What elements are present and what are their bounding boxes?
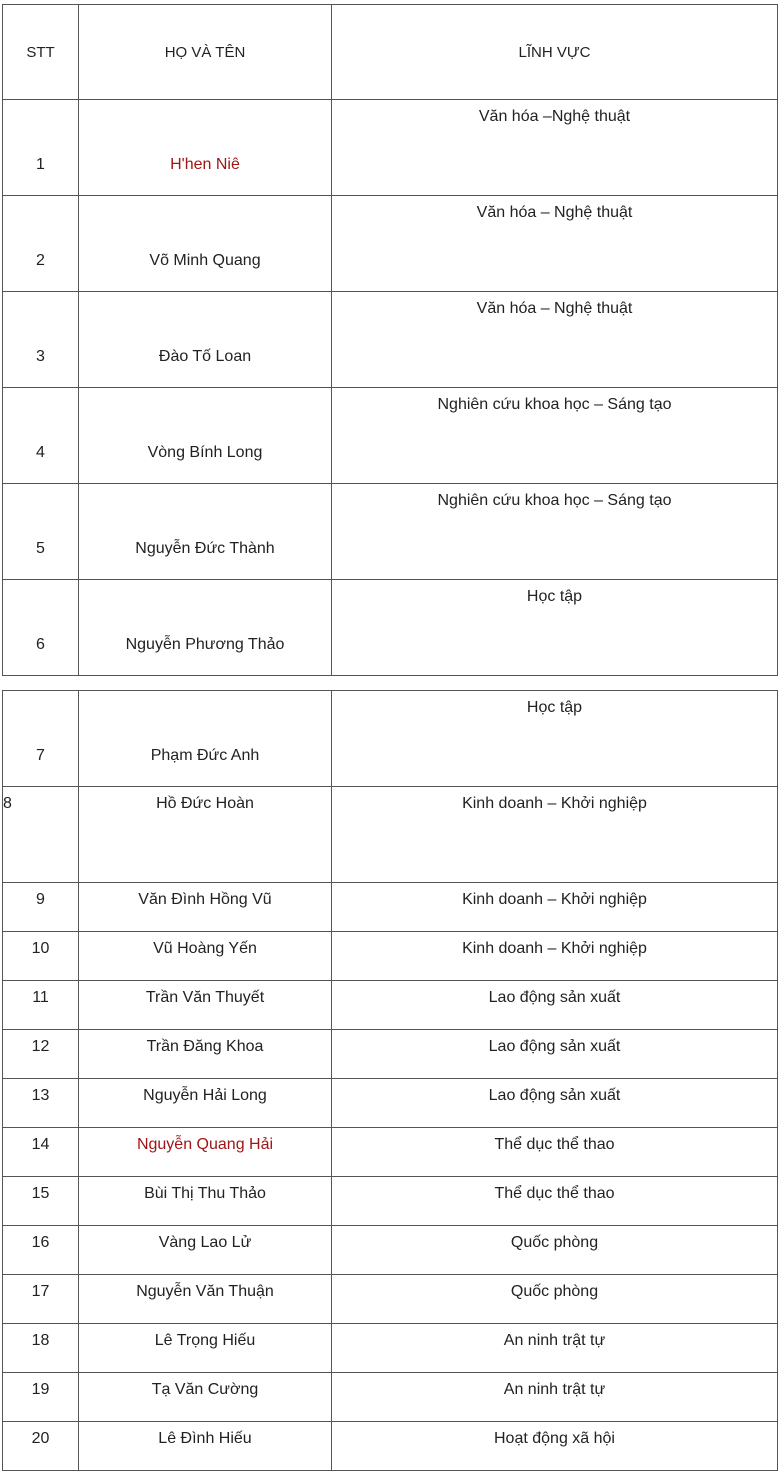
table-row — [3, 1226, 778, 1275]
row-name: Phạm Đức Anh — [79, 691, 332, 787]
header-stt: STT — [3, 5, 79, 100]
table-row — [3, 932, 778, 981]
table-row — [3, 691, 778, 787]
row-field: Kinh doanh – Khởi nghiệp — [332, 932, 778, 981]
table-row — [3, 1275, 778, 1324]
row-stt: 6 — [3, 580, 79, 676]
table-row — [3, 100, 778, 196]
table-row — [3, 484, 778, 580]
row-stt: 10 — [3, 932, 79, 981]
row-field: Hoạt động xã hội — [332, 1422, 778, 1471]
row-name: Trần Đăng Khoa — [79, 1030, 332, 1079]
row-field: Văn hóa –Nghệ thuật — [332, 100, 778, 196]
row-field: Học tập — [332, 691, 778, 787]
table-row — [3, 388, 778, 484]
row-name: Lê Đình Hiếu — [79, 1422, 332, 1471]
row-name: Nguyễn Đức Thành — [79, 484, 332, 580]
row-stt: 9 — [3, 883, 79, 932]
row-stt: 8 — [3, 787, 79, 883]
row-field: Thể dục thể thao — [332, 1177, 778, 1226]
row-name: Vòng Bính Long — [79, 388, 332, 484]
awardees-table-part-1 — [2, 4, 778, 676]
row-field: Học tập — [332, 580, 778, 676]
row-field: Lao động sản xuất — [332, 1079, 778, 1128]
row-field: An ninh trật tự — [332, 1324, 778, 1373]
row-field: Lao động sản xuất — [332, 1030, 778, 1079]
row-name: Văn Đình Hồng Vũ — [79, 883, 332, 932]
row-name: Nguyễn Quang Hải — [79, 1128, 332, 1177]
row-name: H'hen Niê — [79, 100, 332, 196]
row-stt: 7 — [3, 691, 79, 787]
table-row — [3, 1079, 778, 1128]
row-field: Nghiên cứu khoa học – Sáng tạo — [332, 484, 778, 580]
row-stt: 13 — [3, 1079, 79, 1128]
row-field: An ninh trật tự — [332, 1373, 778, 1422]
row-stt: 16 — [3, 1226, 79, 1275]
row-name: Hồ Đức Hoàn — [79, 787, 332, 883]
row-stt: 4 — [3, 388, 79, 484]
row-stt: 15 — [3, 1177, 79, 1226]
row-field: Kinh doanh – Khởi nghiệp — [332, 883, 778, 932]
table-row — [3, 981, 778, 1030]
row-stt: 11 — [3, 981, 79, 1030]
awardees-table-part-2 — [2, 690, 778, 1471]
table-row — [3, 292, 778, 388]
row-name: Vàng Lao Lử — [79, 1226, 332, 1275]
row-name: Bùi Thị Thu Thảo — [79, 1177, 332, 1226]
table-row — [3, 580, 778, 676]
row-field: Thể dục thể thao — [332, 1128, 778, 1177]
row-stt: 14 — [3, 1128, 79, 1177]
table-row — [3, 1128, 778, 1177]
row-name: Tạ Văn Cường — [79, 1373, 332, 1422]
table-row — [3, 1324, 778, 1373]
row-stt: 5 — [3, 484, 79, 580]
header-field: LĨNH VỰC — [332, 5, 778, 100]
table-row — [3, 1030, 778, 1079]
row-stt: 1 — [3, 100, 79, 196]
row-stt: 12 — [3, 1030, 79, 1079]
row-name: Đào Tố Loan — [79, 292, 332, 388]
table-row — [3, 883, 778, 932]
row-stt: 20 — [3, 1422, 79, 1471]
row-name: Võ Minh Quang — [79, 196, 332, 292]
header-name: HỌ VÀ TÊN — [79, 5, 332, 100]
row-stt: 2 — [3, 196, 79, 292]
row-stt: 19 — [3, 1373, 79, 1422]
row-stt: 18 — [3, 1324, 79, 1373]
row-field: Văn hóa – Nghệ thuật — [332, 292, 778, 388]
row-name: Nguyễn Văn Thuận — [79, 1275, 332, 1324]
row-field: Nghiên cứu khoa học – Sáng tạo — [332, 388, 778, 484]
table-row — [3, 1422, 778, 1471]
row-name: Nguyễn Hải Long — [79, 1079, 332, 1128]
row-stt: 3 — [3, 292, 79, 388]
table-row — [3, 787, 778, 883]
row-field: Kinh doanh – Khởi nghiệp — [332, 787, 778, 883]
row-name: Nguyễn Phương Thảo — [79, 580, 332, 676]
row-name: Trần Văn Thuyết — [79, 981, 332, 1030]
table-row — [3, 196, 778, 292]
row-field: Quốc phòng — [332, 1275, 778, 1324]
table-row — [3, 1373, 778, 1422]
table-header-row — [3, 5, 778, 100]
table-row — [3, 1177, 778, 1226]
row-name: Vũ Hoàng Yến — [79, 932, 332, 981]
row-name: Lê Trọng Hiếu — [79, 1324, 332, 1373]
row-field: Lao động sản xuất — [332, 981, 778, 1030]
row-stt: 17 — [3, 1275, 79, 1324]
row-field: Văn hóa – Nghệ thuật — [332, 196, 778, 292]
row-field: Quốc phòng — [332, 1226, 778, 1275]
